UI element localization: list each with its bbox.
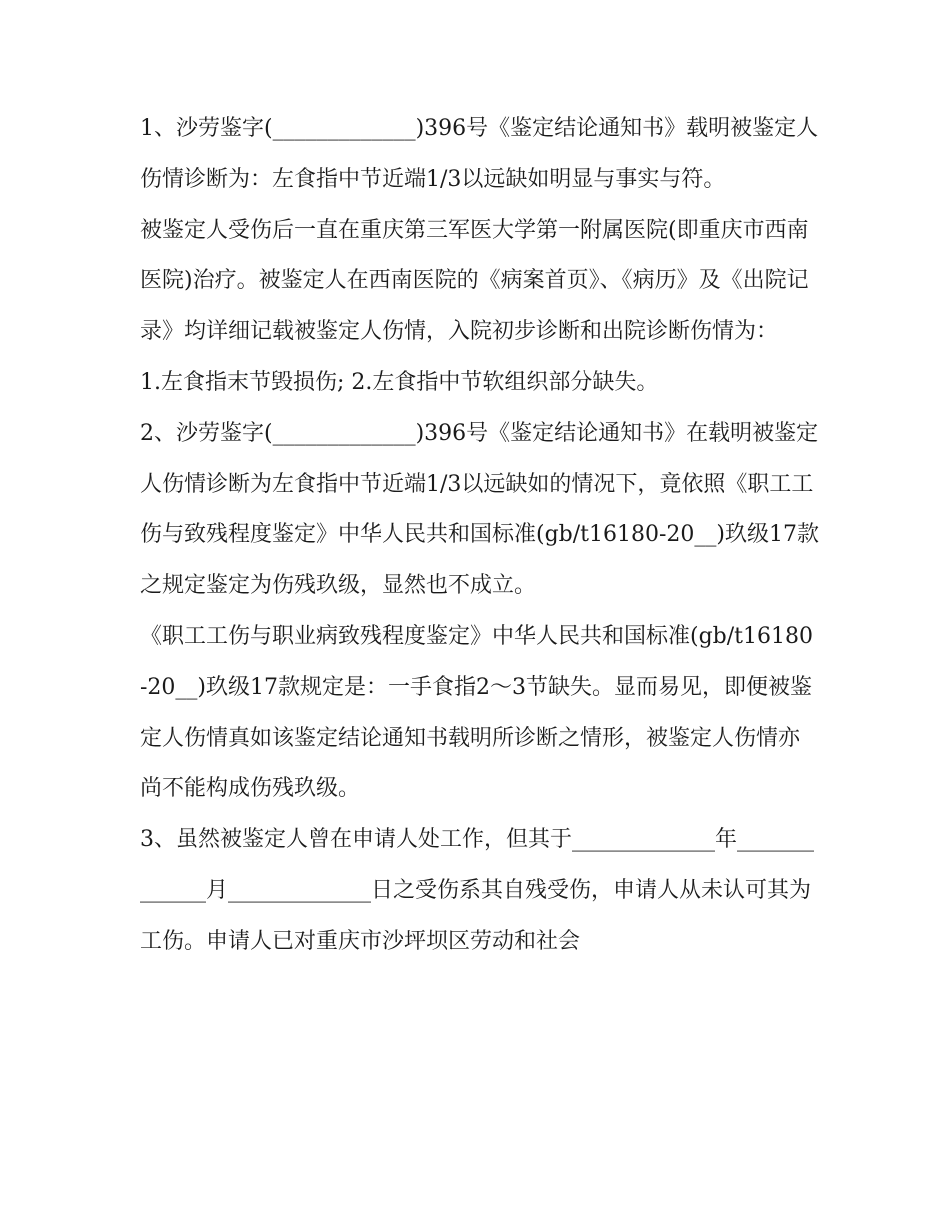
paragraph-4: 2、沙劳鉴字(_____________)396号《鉴定结论通知书》在载明被鉴定人伤情诊断为左食指中节近端1/3以远缺如的情况下，竟依照《职工工伤与致残程度鉴定》中华人民共和国标准(gb/t16180-20__)玖级17款之规定鉴定为伤残玖级，显然也不成立。 <box>140 420 819 599</box>
paragraph-3: 1.左食指末节毁损伤; 2.左食指中节软组织部分缺失。 <box>140 369 659 395</box>
paragraph-1: 1、沙劳鉴字(_____________)396号《鉴定结论通知书》载明被鉴定人伤情诊断为：左食指中节近端1/3以远缺如明显与事实与符。 <box>140 116 819 192</box>
paragraph-5: 《职工工伤与职业病致残程度鉴定》中华人民共和国标准(gb/t16180-20__)玖级17款规定是：一手食指2～3节缺失。显而易见，即便被鉴定人伤情真如该鉴定结论通知书载明所诊断之情形，被鉴定人伤情亦尚不能构成伤残玖级。 <box>140 623 813 802</box>
document-page <box>140 104 820 968</box>
paragraph-2: 被鉴定人受伤后一直在重庆第三军医大学第一附属医院(即重庆市西南医院)治疗。被鉴定人在西南医院的《病案首页》、《病历》及《出院记录》均详细记载被鉴定人伤情，入院初步诊断和出院诊断伤情为： <box>140 217 809 345</box>
paragraph-6: 3、虽然被鉴定人曾在申请人处工作，但其于_____________年_____________月_____________日之受伤系其自残受伤，申请人从未认可其为工伤。申请人已对重庆市沙坪坝区劳动和社会 <box>140 827 814 954</box>
